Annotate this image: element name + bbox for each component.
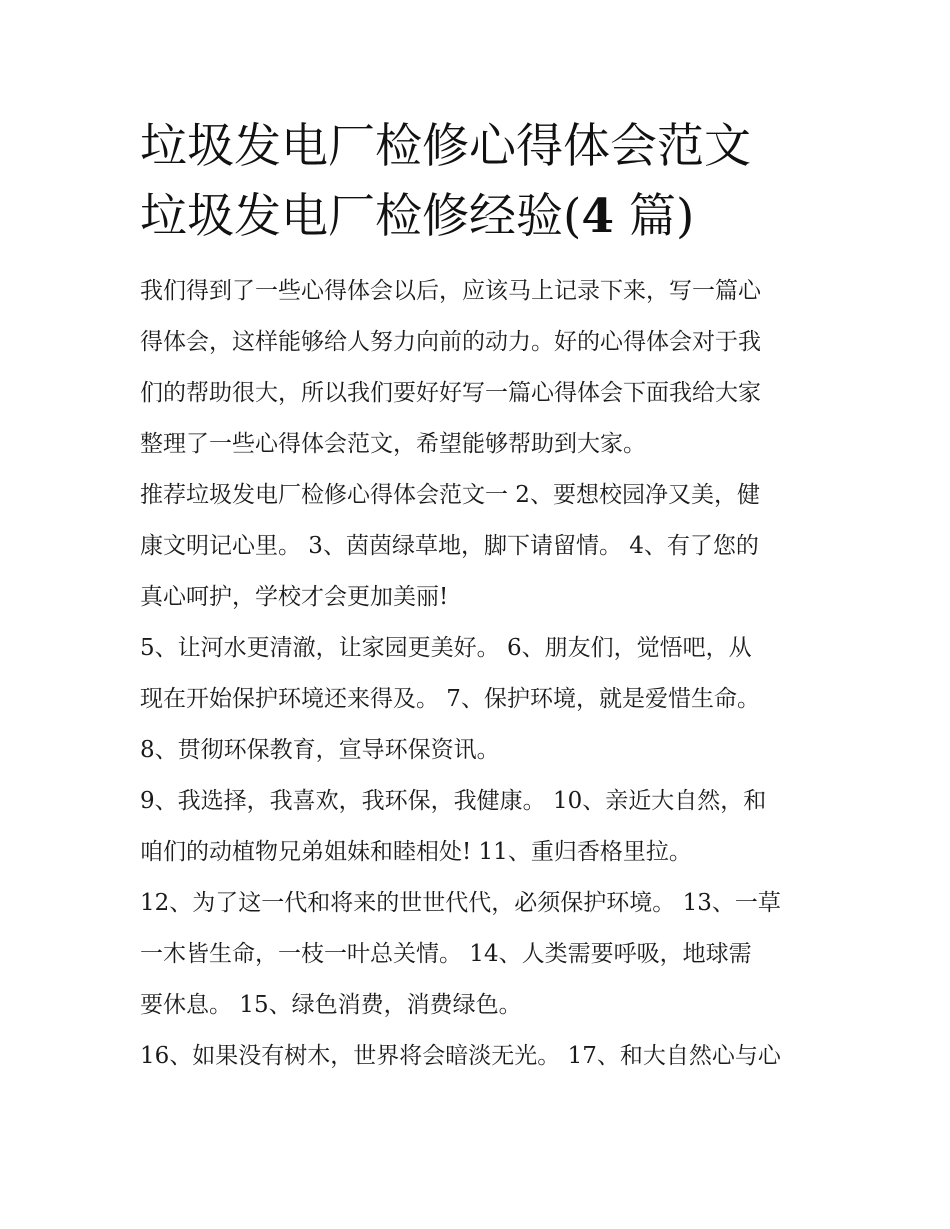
document-title [140,112,820,252]
paragraph-line: 要休息。 15、绿色消费，消费绿色。 [140,992,522,1018]
paragraph-line: 一木皆生命，一枝一叶总关情。 14、人类需要呼吸，地球需 [140,941,752,967]
paragraph-line: 我们得到了一些心得体会以后，应该马上记录下来，写一篇心 [140,278,761,304]
paragraph-intro [140,266,820,470]
paragraph-line: 9、我选择，我喜欢，我环保，我健康。 10、亲近大自然，和 [140,788,767,814]
title-line-1: 垃圾发电厂检修心得体会范文 [140,119,751,174]
paragraph-slogans-12-15 [140,878,820,1031]
title-line-2-prefix: 垃圾发电厂检修经验( [140,189,582,244]
paragraph-line: 16、如果没有树木，世界将会暗淡无光。 17、和大自然心与心 [140,1043,781,1069]
paragraph-slogans-5-7 [140,623,820,725]
paragraph-line: 现在开始保护环境还来得及。 7、保护环境，就是爱惜生命。 [140,686,760,712]
title-line-2-suffix: 篇) [614,189,695,244]
paragraph-line: 整理了一些心得体会范文，希望能够帮助到大家。 [140,431,646,457]
paragraph-line: 康文明记心里。 3、茵茵绿草地，脚下请留情。 4、有了您的 [140,533,759,559]
paragraph-line: 得体会，这样能够给人努力向前的动力。好的心得体会对于我 [140,329,761,355]
paragraph-line: 咱们的动植物兄弟姐妹和睦相处! 11、重归香格里拉。 [140,839,692,865]
document-page [140,112,820,1082]
paragraph-slogan-8 [140,725,820,776]
title-article-count: 4 [581,189,615,244]
paragraph-recommend [140,470,820,623]
document-body [140,266,820,1082]
paragraph-line: 真心呵护，学校才会更加美丽! [140,584,449,610]
paragraph-slogans-9-11 [140,776,820,878]
paragraph-line: 5、让河水更清澈，让家园更美好。 6、朋友们，觉悟吧，从 [140,635,752,661]
title-line-2 [140,182,820,252]
paragraph-slogans-16-17 [140,1031,820,1082]
paragraph-line: 们的帮助很大，所以我们要好好写一篇心得体会下面我给大家 [140,380,761,406]
paragraph-line: 8、贯彻环保教育，宣导环保资讯。 [140,737,500,763]
paragraph-line: 推荐垃圾发电厂检修心得体会范文一 2、要想校园净又美，健 [140,482,760,508]
paragraph-line: 12、为了这一代和将来的世世代代，必须保护环境。 13、一草 [140,890,781,916]
